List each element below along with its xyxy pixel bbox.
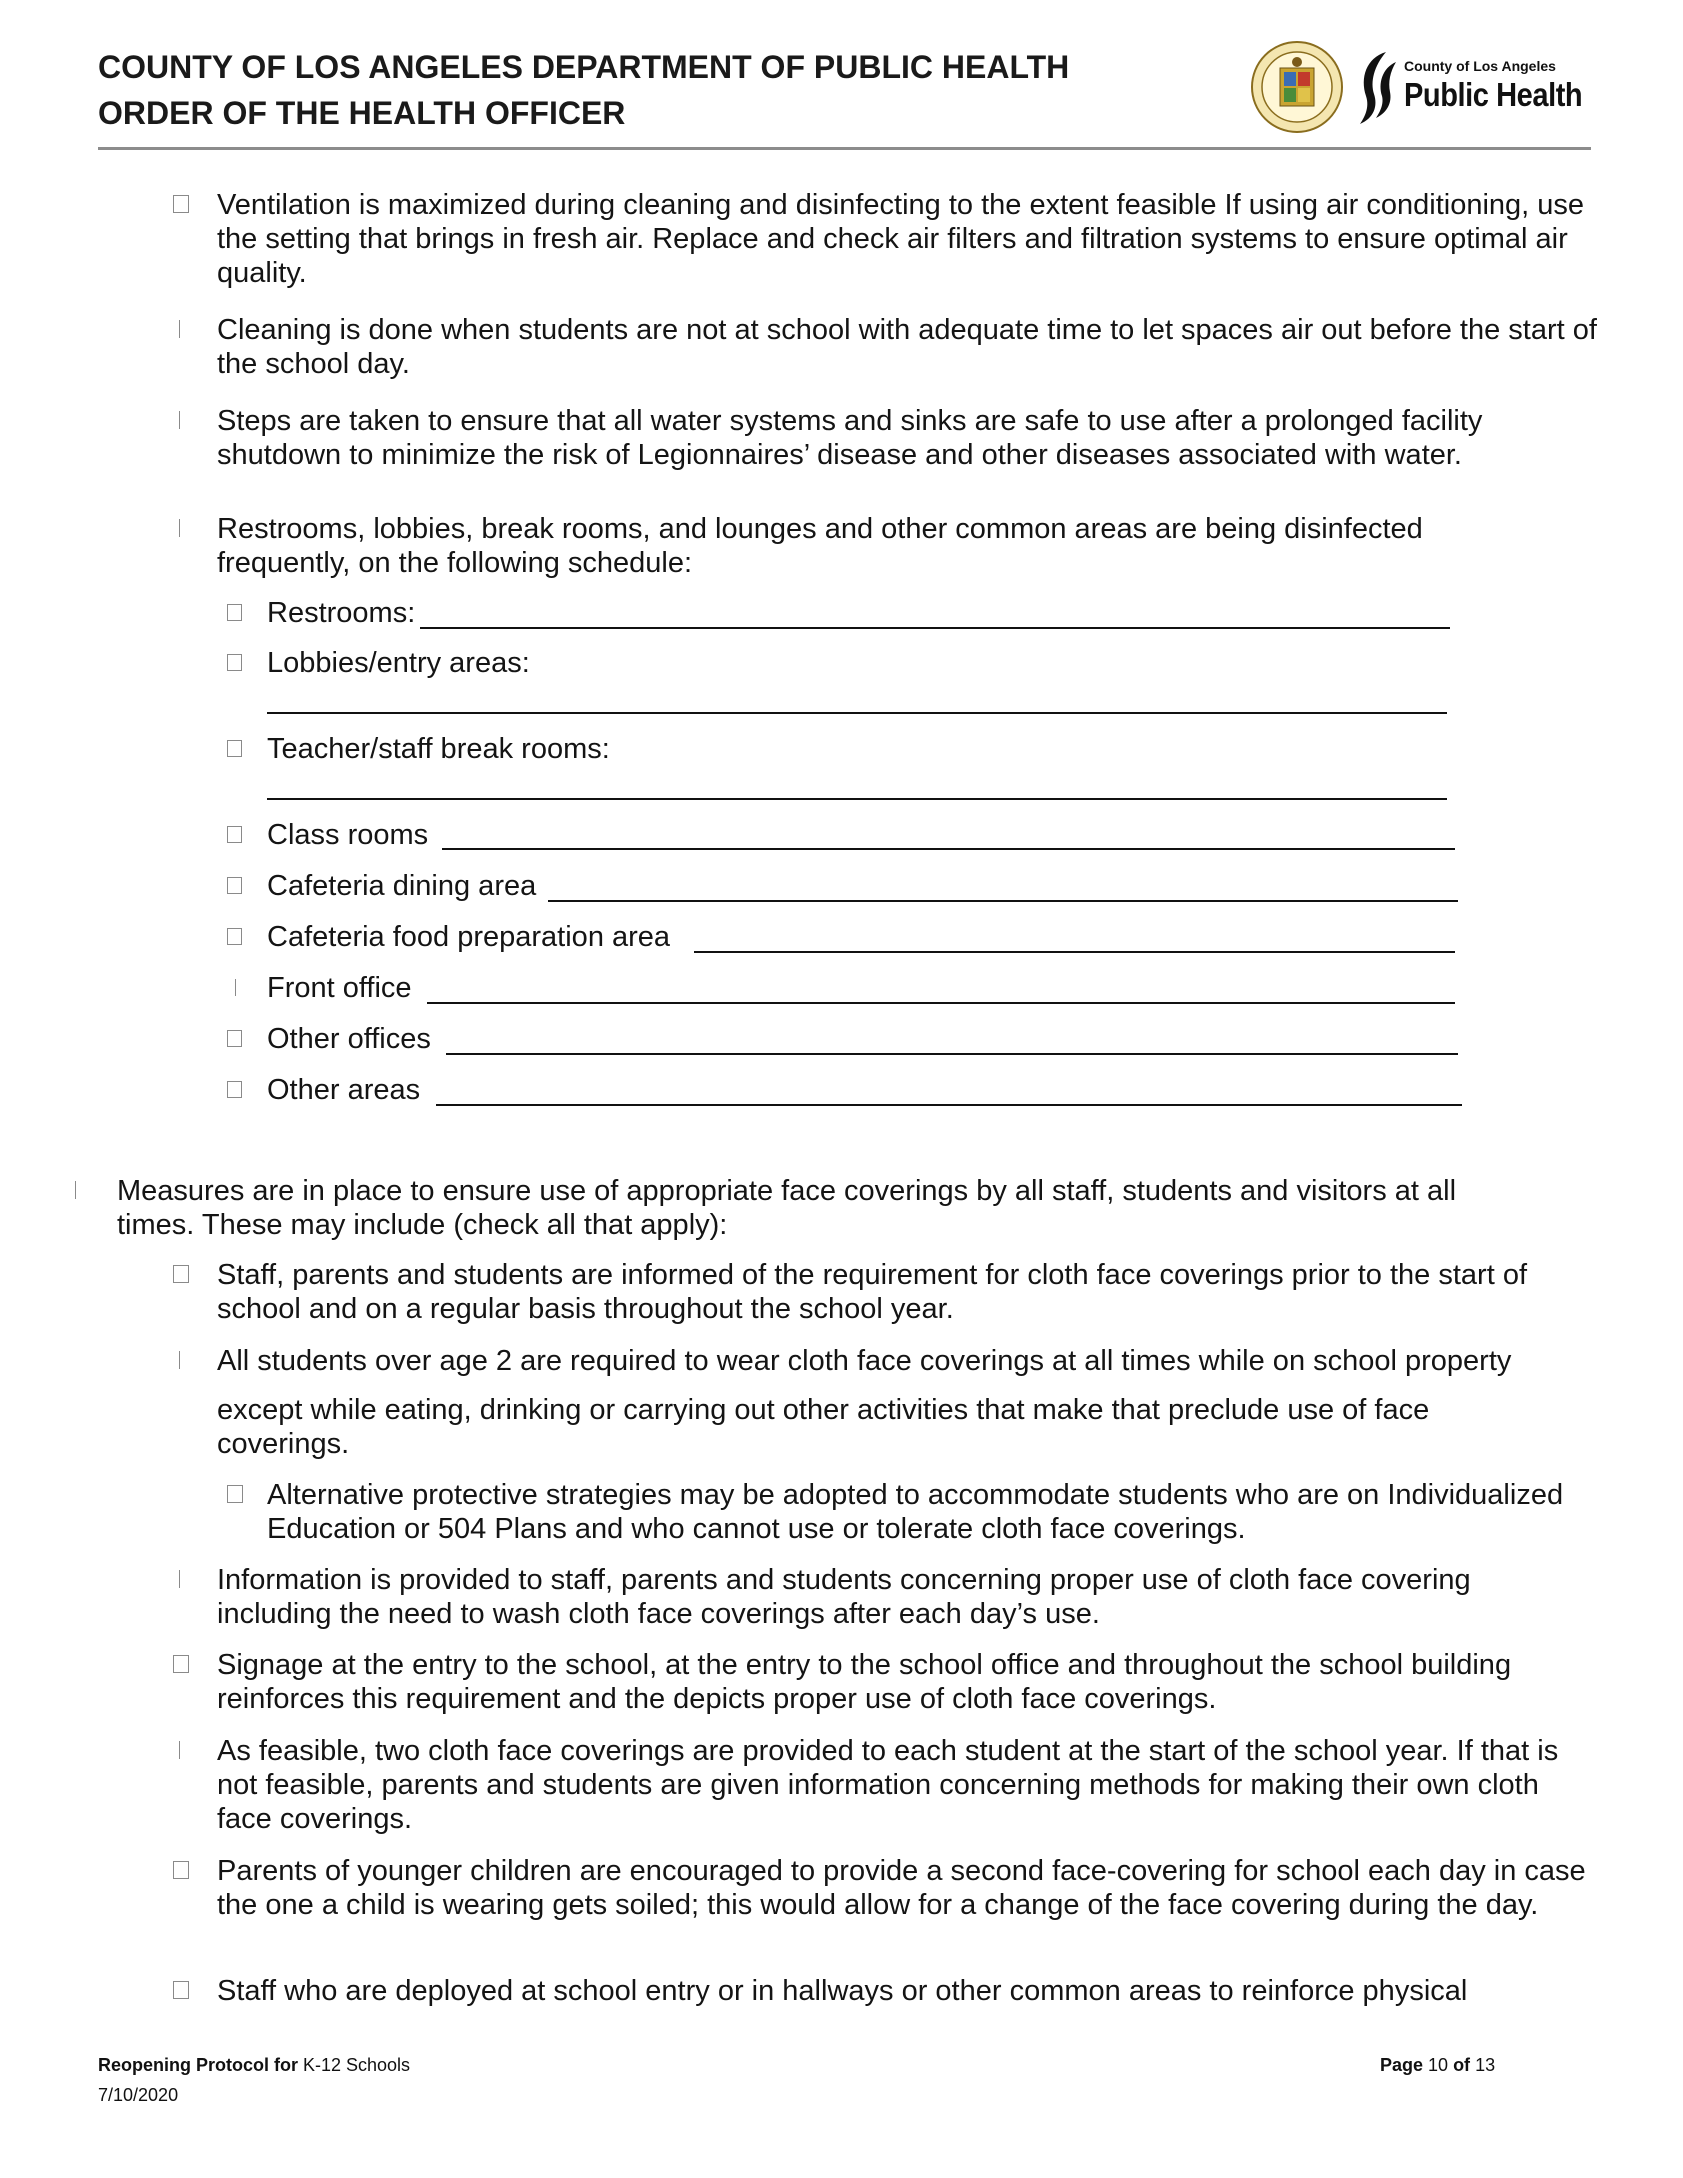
footer-page-of: of xyxy=(1448,2055,1476,2075)
footer-page-number xyxy=(1380,2051,1495,2079)
checklist-item xyxy=(217,512,1557,580)
face-covering-intro xyxy=(117,1174,1537,1242)
checkbox[interactable] xyxy=(227,604,242,621)
footer-page-prefix: Page xyxy=(1380,2055,1429,2075)
schedule-item-label: Restrooms: xyxy=(267,597,416,629)
checkbox[interactable] xyxy=(179,1741,195,1759)
schedule-item-label: Cafeteria dining area xyxy=(267,870,537,902)
document-header xyxy=(98,44,1198,136)
checklist-item xyxy=(217,1734,1587,1836)
checkbox[interactable] xyxy=(227,928,242,945)
schedule-item-other-areas xyxy=(267,1073,420,1107)
header-line-2: ORDER OF THE HEALTH OFFICER xyxy=(98,95,626,131)
fill-in-line[interactable] xyxy=(267,712,1447,714)
checklist-item-text: Cleaning is done when students are not at school with adequate time to let spaces air out before the start of the school day. xyxy=(217,314,1597,380)
checklist-item-text: Parents of younger children are encouraged to provide a second face-covering for school each day in case the one a child is wearing gets soiled; this would allow for a change of the face covering during the day. xyxy=(217,1855,1586,1921)
fill-in-line[interactable] xyxy=(442,848,1455,850)
public-health-mark-icon xyxy=(1356,48,1402,126)
schedule-item-lobbies xyxy=(267,646,530,680)
checklist-item xyxy=(217,1258,1597,1326)
checklist-item-text: All students over age 2 are required to wear cloth face coverings at all times while on school property xyxy=(217,1345,1512,1377)
schedule-item-label: Other offices xyxy=(267,1023,431,1055)
schedule-item-cafeteria-dining xyxy=(267,869,536,903)
public-health-logo xyxy=(1354,42,1594,132)
schedule-item-restrooms xyxy=(267,596,415,630)
checklist-item-text: Signage at the entry to the school, at the entry to the school office and throughout the school building reinforces this requirement and the depicts proper use of cloth face coverings. xyxy=(217,1649,1512,1715)
schedule-item-break-rooms xyxy=(267,732,610,766)
schedule-item-front-office xyxy=(267,971,412,1005)
checkbox[interactable] xyxy=(227,654,242,671)
schedule-item-label: Class rooms xyxy=(267,819,429,851)
checklist-item xyxy=(217,1854,1607,1922)
checklist-item-text: Staff, parents and students are informed of the requirement for cloth face coverings prior to the start of school and on a regular basis throughout the school year. xyxy=(217,1259,1527,1325)
checkbox[interactable] xyxy=(227,740,242,757)
checkbox[interactable] xyxy=(75,1181,91,1199)
checklist-item-text: except while eating, drinking or carrying out other activities that make that preclude use of face coverings. xyxy=(217,1394,1430,1460)
checkbox[interactable] xyxy=(179,519,195,537)
footer-doc-title xyxy=(98,2051,410,2079)
checklist-item xyxy=(217,188,1597,290)
checklist-item-text: Ventilation is maximized during cleaning and disinfecting to the extent feasible If using air conditioning, use the setting that brings in fresh air. Replace and check air filters and filtration systems to ensure optimal air quality. xyxy=(217,189,1585,289)
fill-in-line[interactable] xyxy=(446,1053,1458,1055)
fill-in-line[interactable] xyxy=(436,1104,1462,1106)
checklist-item-continued xyxy=(217,1393,1517,1461)
footer-date: 7/10/2020 xyxy=(98,2085,179,2105)
footer-page-num: 10 xyxy=(1428,2055,1449,2075)
schedule-item-label: Other areas xyxy=(267,1074,421,1106)
checkbox[interactable] xyxy=(227,1030,242,1047)
fill-in-line[interactable] xyxy=(548,900,1458,902)
checklist-item-text: Steps are taken to ensure that all water systems and sinks are safe to use after a prolonged facility shutdown to minimize the risk of Legionnaires’ disease and other diseases associated with water. xyxy=(217,405,1483,471)
fill-in-line[interactable] xyxy=(267,798,1447,800)
checklist-item xyxy=(217,1648,1617,1716)
checkbox[interactable] xyxy=(179,320,195,338)
checkbox[interactable] xyxy=(173,1655,189,1673)
schedule-item-cafeteria-food-prep xyxy=(267,920,670,954)
county-seal-icon xyxy=(1250,40,1344,134)
checklist-item xyxy=(217,1974,1617,2008)
checkbox[interactable] xyxy=(173,1981,189,1999)
checkbox[interactable] xyxy=(179,411,195,429)
checkbox[interactable] xyxy=(227,826,242,843)
footer-doc-rest: K-12 Schools xyxy=(298,2055,411,2075)
schedule-item-other-offices xyxy=(267,1022,431,1056)
checklist-item-text: Staff who are deployed at school entry or in hallways or other common areas to reinforce physical xyxy=(217,1975,1468,2007)
footer-doc-bold: Reopening Protocol for xyxy=(98,2055,298,2075)
face-covering-intro-text: Measures are in place to ensure use of appropriate face coverings by all staff, students and visitors at all times. These may include (check all that apply): xyxy=(117,1175,1457,1241)
schedule-item-label: Front office xyxy=(267,972,412,1004)
checklist-item-text: Information is provided to staff, parents and students concerning proper use of cloth face covering including the need to wash cloth face coverings after each day’s use. xyxy=(217,1564,1471,1630)
fill-in-line[interactable] xyxy=(694,951,1455,953)
checklist-sub-item xyxy=(267,1478,1567,1546)
checklist-item-text: Restrooms, lobbies, break rooms, and lounges and other common areas are being disinfected frequently, on the following schedule: xyxy=(217,513,1423,579)
checklist-item xyxy=(217,404,1597,472)
checkbox[interactable] xyxy=(235,979,250,996)
checklist-item-text: Alternative protective strategies may be adopted to accommodate students who are on Individualized Education or 504 Plans and who cannot use or tolerate cloth face coverings. xyxy=(267,1479,1564,1545)
fill-in-line[interactable] xyxy=(427,1002,1455,1004)
checkbox[interactable] xyxy=(227,1485,243,1503)
checkbox[interactable] xyxy=(173,1861,189,1879)
checkbox[interactable] xyxy=(227,1081,242,1098)
schedule-item-label: Lobbies/entry areas: xyxy=(267,647,530,679)
logo-county-text: County of Los Angeles xyxy=(1404,58,1556,74)
fill-in-line[interactable] xyxy=(420,627,1450,629)
header-divider xyxy=(98,147,1591,150)
schedule-item-label: Teacher/staff break rooms: xyxy=(267,733,610,765)
checklist-item xyxy=(217,313,1597,381)
checklist-item xyxy=(217,1344,1617,1378)
checklist-item-text: As feasible, two cloth face coverings are provided to each student at the start of the school year. If that is not feasible, parents and students are given information concerning methods for making their own cloth face coverings. xyxy=(217,1735,1559,1835)
checkbox[interactable] xyxy=(179,1351,195,1369)
checklist-item xyxy=(217,1563,1577,1631)
header-line-1: COUNTY OF LOS ANGELES DEPARTMENT OF PUBLIC HEALTH xyxy=(98,49,1070,85)
checkbox[interactable] xyxy=(179,1570,195,1588)
footer-page-total: 13 xyxy=(1475,2055,1496,2075)
schedule-item-label: Cafeteria food preparation area xyxy=(267,921,671,953)
schedule-item-class-rooms xyxy=(267,818,428,852)
checkbox[interactable] xyxy=(173,1265,189,1283)
logo-public-health-text: Public Health xyxy=(1404,76,1583,113)
checkbox[interactable] xyxy=(227,877,242,894)
checkbox[interactable] xyxy=(173,195,189,213)
